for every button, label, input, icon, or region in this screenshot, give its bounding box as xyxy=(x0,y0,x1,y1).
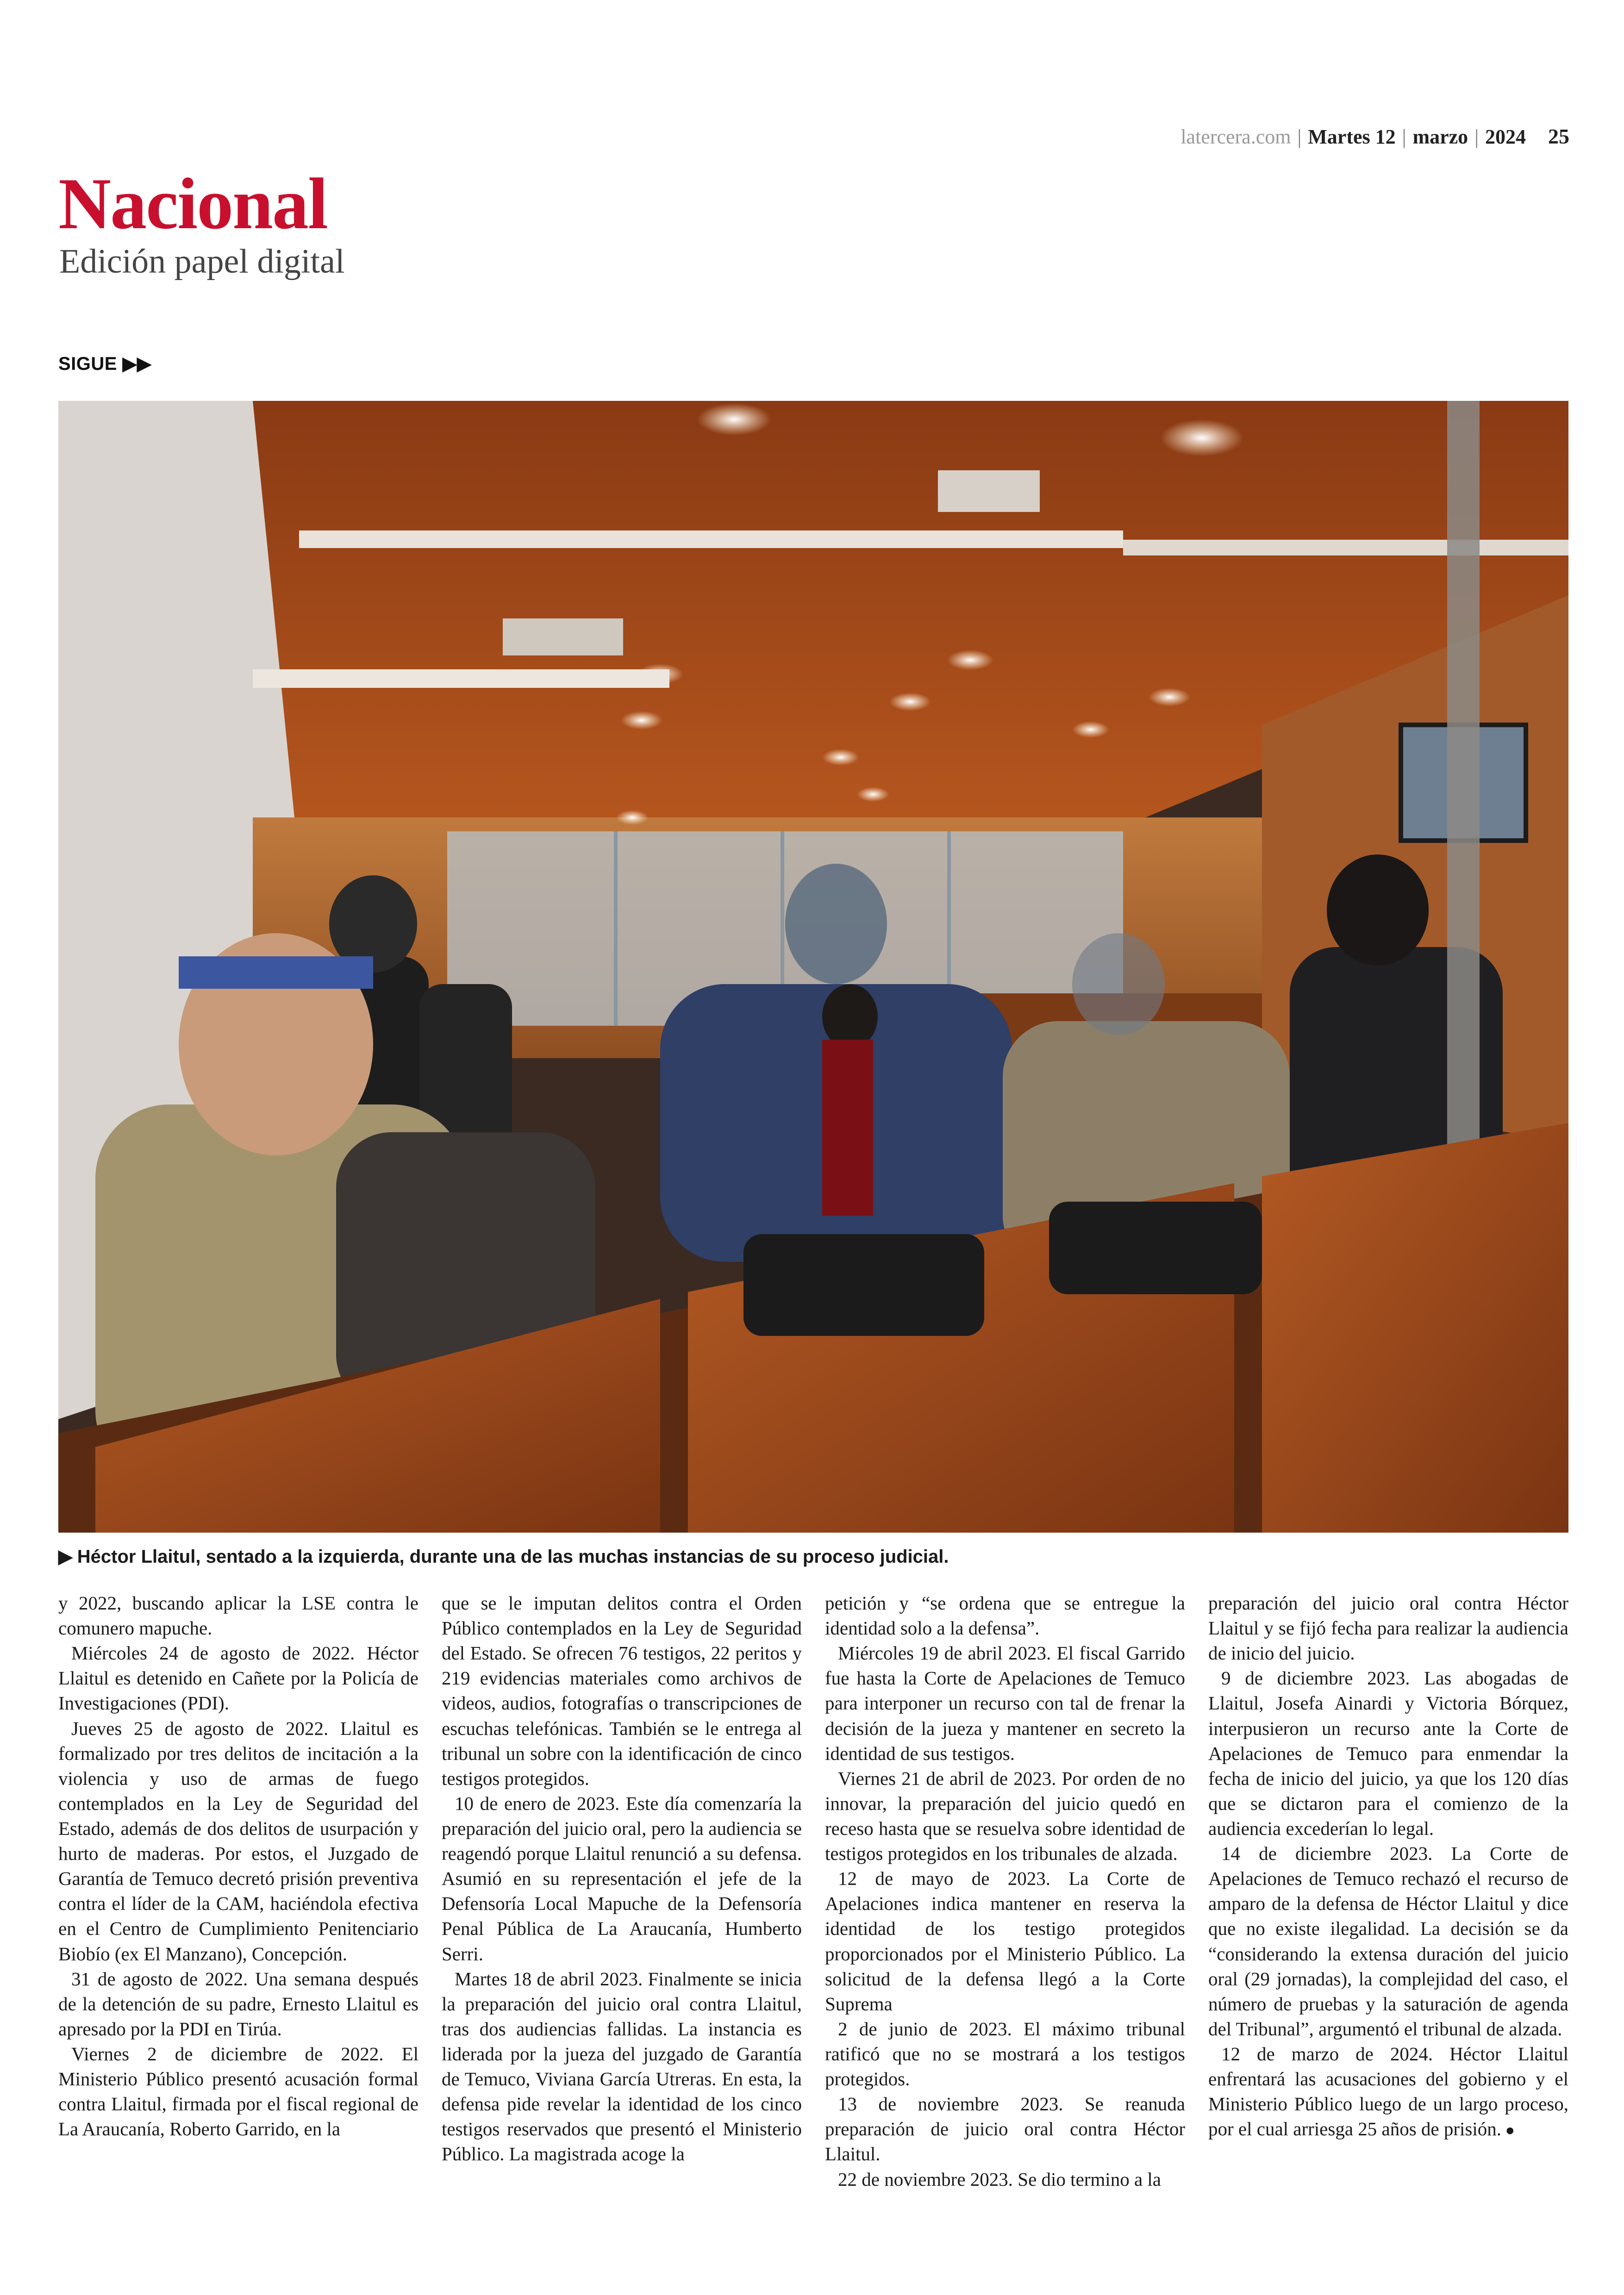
article-paragraph: 13 de noviembre 2023. Se reanuda preparación de juicio oral contra Héctor Llaitul. xyxy=(825,2093,1186,2165)
article-column-4 xyxy=(1208,1590,1568,2174)
section-title: Nacional xyxy=(58,163,327,244)
article-column-1 xyxy=(58,1590,418,2174)
article-paragraph: preparación del juicio oral contra Héctor Llaitul y se fijó fecha para realizar la audiencia de inicio del juicio. xyxy=(1208,1592,1568,1664)
end-mark-icon: ● xyxy=(1501,2122,1515,2139)
article-paragraph: 9 de diciembre 2023. Las abogadas de Llaitul, Josefa Ainardi y Victoria Bórquez, interpusieron un recurso ante la Corte de Apelaciones de Temuco para enmendar la fecha de inicio del juicio, ya que los 120 días que se dictaron para el comienzo de la audiencia excederían lo legal. xyxy=(1208,1667,1568,1839)
article-paragraph: 10 de enero de 2023. Este día comenzaría la preparación del juicio oral, pero la audiencia se reagendó porque Llaitul renunció a su defensa. Asumió en su representación el jefe de la Defensoría Local Mapuche de la Defensoría Penal Pública de La Araucanía, Humberto Serri. xyxy=(442,1792,802,1964)
article-paragraph: 14 de diciembre 2023. La Corte de Apelaciones de Temuco rechazó el recurso de amparo de la defensa de Héctor Llaitul y dice que no existe ilegalidad. La decisión se da “considerando la extensa duración del juicio oral (29 jornadas), la complejidad del caso, el número de pruebas y la saturación de agenda del Tribunal”, argumentó el tribunal de alzada. xyxy=(1208,1843,1568,2039)
courtroom-photo-illustration xyxy=(58,401,1568,1533)
article-paragraph: Martes 18 de abril 2023. Finalmente se inicia la preparación del juicio oral contra Llaitul, tras dos audiencias fallidas. La instancia es liderada por la jueza del juzgado de Garantía de Temuco, Viviana García Utreras. En esta, la defensa pide revelar la identidad de los cinco testigos reservados que presentó el Ministerio Público. La magistrada acoge la xyxy=(442,1968,802,2165)
article-paragraph: 22 de noviembre 2023. Se dio termino a la xyxy=(838,2168,1161,2190)
caption-text: Héctor Llaitul, sentado a la izquierda, durante una de las muchas instancias de su proceso judicial. xyxy=(77,1547,949,1567)
section-subtitle: Edición papel digital xyxy=(59,243,345,281)
caption-marker-icon: ▶ xyxy=(58,1547,73,1567)
header-separator: | xyxy=(1297,125,1302,148)
article-paragraph: que se le imputan delitos contra el Orden Público contemplados en la Ley de Seguridad del Estado. Se ofrecen 76 testigos, 22 peritos y 219 evidencias materiales como archivos de videos, audios, fotografías o transcripciones de escuchas telefónicas. También se le entrega al tribunal un sobre con la identificación de cinco testigos protegidos. xyxy=(442,1592,802,1789)
continue-marker: SIGUE ▶▶ xyxy=(58,354,152,374)
article-column-2 xyxy=(442,1590,802,2174)
header-separator: | xyxy=(1474,125,1479,148)
article-paragraph: 12 de marzo de 2024. Héctor Llaitul enfrentará las acusaciones del gobierno y el Ministerio Público luego de un largo proceso, por el cual arriesga 25 años de prisión. ● xyxy=(1208,2043,1568,2140)
article-paragraph: 31 de agosto de 2022. Una semana después de la detención de su padre, Ernesto Llaitul es apresado por la PDI en Tirúa. xyxy=(58,1968,418,2039)
site-name[interactable]: latercera.com xyxy=(1181,125,1291,148)
article-paragraph: y 2022, buscando aplicar la LSE contra le comunero mapuche. xyxy=(58,1592,418,1639)
article-paragraph: Miércoles 19 de abril 2023. El fiscal Garrido fue hasta la Corte de Apelaciones de Temuco para interponer un recurso con tal de frenar la decisión de la jueza y mantener en secreto la identidad de sus testigos. xyxy=(825,1642,1185,1764)
page-header xyxy=(1181,124,1569,149)
article-paragraph: 2 de junio de 2023. El máximo tribunal ratificó que no se mostrará a los testigos protegidos. xyxy=(825,2018,1185,2090)
article-column-3 xyxy=(825,1590,1186,2190)
photo-caption xyxy=(58,1546,1568,1567)
courtroom-photo xyxy=(58,401,1568,1533)
page-number: 25 xyxy=(1548,125,1569,148)
article-paragraph: Jueves 25 de agosto de 2022. Llaitul es formalizado por tres delitos de incitación a la violencia y uso de armas de fuego contemplados en la Ley de Seguridad del Estado, además de dos delitos de usurpación y hurto de maderas. Por estos, el Juzgado de Garantía de Temuco decretó prisión preventiva contra el líder de la CAM, haciéndola efectiva en el Centro de Cumplimiento Penitenciario Biobío (ex El Manzano), Concepción. xyxy=(58,1717,418,1964)
header-day: Martes 12 xyxy=(1308,125,1396,148)
article-columns xyxy=(58,1590,1568,2190)
article-paragraph: petición y “se ordena que se entregue la identidad solo a la defensa”. xyxy=(825,1592,1185,1639)
header-year: 2024 xyxy=(1485,125,1526,148)
article-paragraph: Miércoles 24 de agosto de 2022. Héctor Llaitul es detenido en Cañete por la Policía de Investigaciones (PDI). xyxy=(58,1642,418,1714)
header-separator: | xyxy=(1402,125,1406,148)
article-paragraph: Viernes 21 de abril de 2023. Por orden de no innovar, la preparación del juicio quedó en receso hasta que se resuelva sobre identidad de testigos protegidos en los tribunales de alzada. xyxy=(825,1767,1185,1865)
article-paragraph: Viernes 2 de diciembre de 2022. El Ministerio Público presentó acusación formal contra Llaitul, firmada por el fiscal regional de La Araucanía, Roberto Garrido, en la xyxy=(58,2043,419,2140)
article-paragraph: 12 de mayo de 2023. La Corte de Apelaciones indica mantener en reserva la identidad de los testigo protegidos proporcionados por el Ministerio Público. La solicitud de la defensa llegó a la Corte Suprema xyxy=(825,1868,1186,2014)
header-month: marzo xyxy=(1412,125,1468,148)
